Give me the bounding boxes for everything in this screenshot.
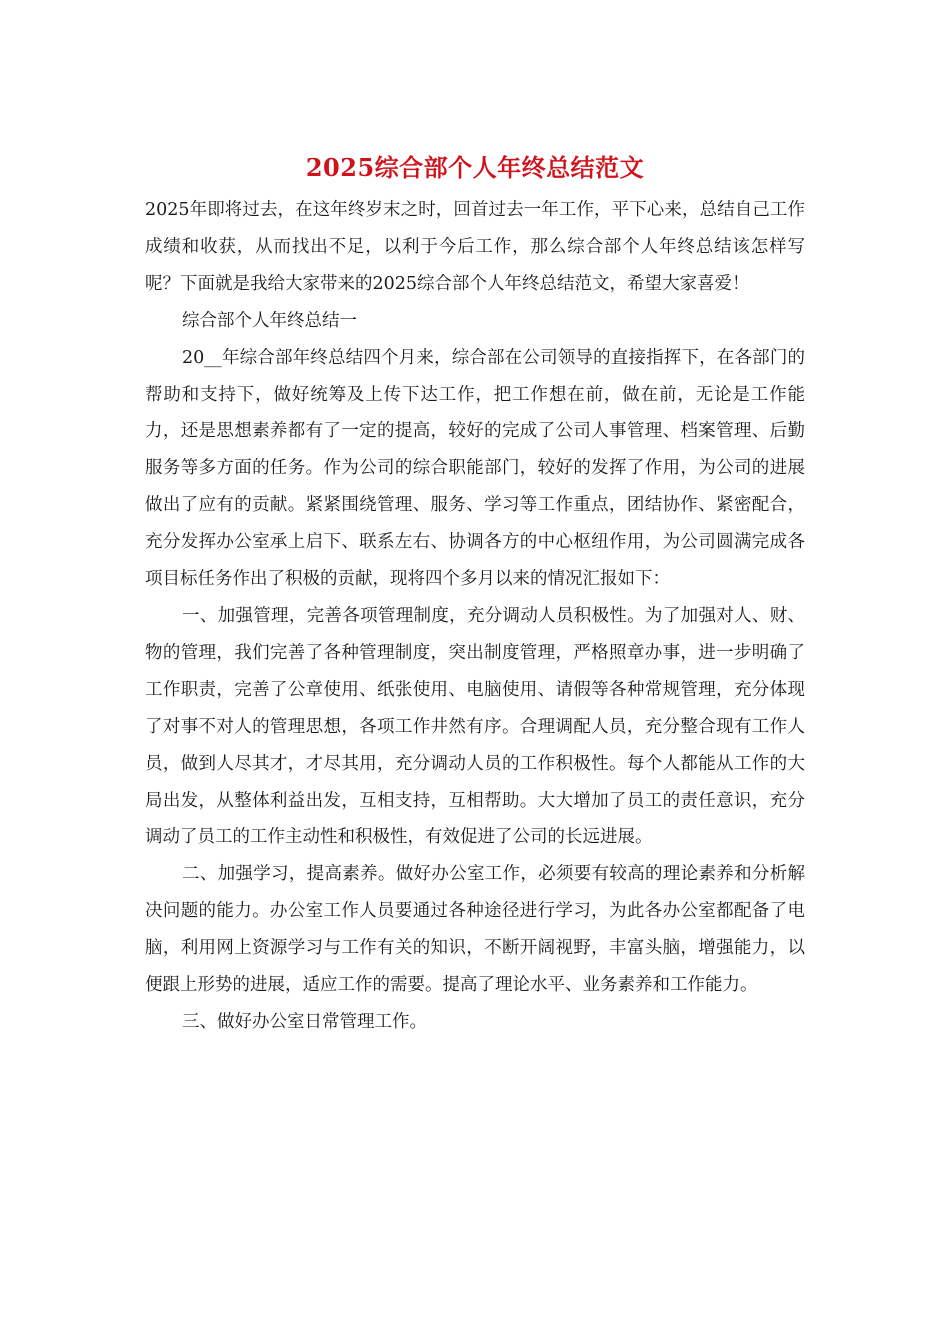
body-paragraph: 三、做好办公室日常管理工作。	[182, 1011, 427, 1032]
document-title: 2025综合部个人年终总结范文	[305, 153, 645, 182]
intro-paragraph: 2025年即将过去，在这年终岁末之时，回首过去一年工作，平下心来，总结自己工作成绩和收获，从而找出不足，以利于今后工作，那么综合部个人年终总结该怎样写呢？下面就是我给大家带来的2025综合部个人年终总结范文，希望大家喜爱！	[145, 200, 805, 294]
document-body	[145, 192, 805, 1041]
section-heading: 综合部个人年终总结一	[182, 310, 357, 331]
body-paragraph: 20__年综合部年终总结四个月来，综合部在公司领导的直接指挥下，在各部门的帮助和支持下，做好统筹及上传下达工作，把工作想在前，做在前，无论是工作能力，还是思想素养都有了一定的提高，较好的完成了公司人事管理、档案管理、后勤服务等多方面的任务。作为公司的综合职能部门，较好的发挥了作用，为公司的进展做出了应有的贡献。紧紧围绕管理、服务、学习等工作重点，团结协作、紧密配合，充分发挥办公室承上启下、联系左右、协调各方的中心枢纽作用，为公司圆满完成各项目标任务作出了积极的贡献，现将四个多月以来的情况汇报如下：	[145, 347, 805, 590]
body-paragraph: 二、加强学习，提高素养。做好办公室工作，必须要有较高的理论素养和分析解决问题的能力。办公室工作人员要通过各种途径进行学习，为此各办公室都配备了电脑，利用网上资源学习与工作有关的知识，不断开阔视野，丰富头脑，增强能力，以便跟上形势的进展，适应工作的需要。提高了理论水平、业务素养和工作能力。	[145, 864, 805, 996]
body-paragraph: 一、加强管理，完善各项管理制度，充分调动人员积极性。为了加强对人、财、物的管理，我们完善了各种管理制度，突出制度管理，严格照章办事，进一步明确了工作职责，完善了公章使用、纸张使用、电脑使用、请假等各种常规管理，充分体现了对事不对人的管理思想，各项工作井然有序。合理调配人员，充分整合现有工作人员，做到人尽其才，才尽其用，充分调动人员的工作积极性。每个人都能从工作的大局出发，从整体利益出发，互相支持，互相帮助。大大增加了员工的责任意识，充分调动了员工的工作主动性和积极性，有效促进了公司的长远进展。	[145, 605, 805, 848]
